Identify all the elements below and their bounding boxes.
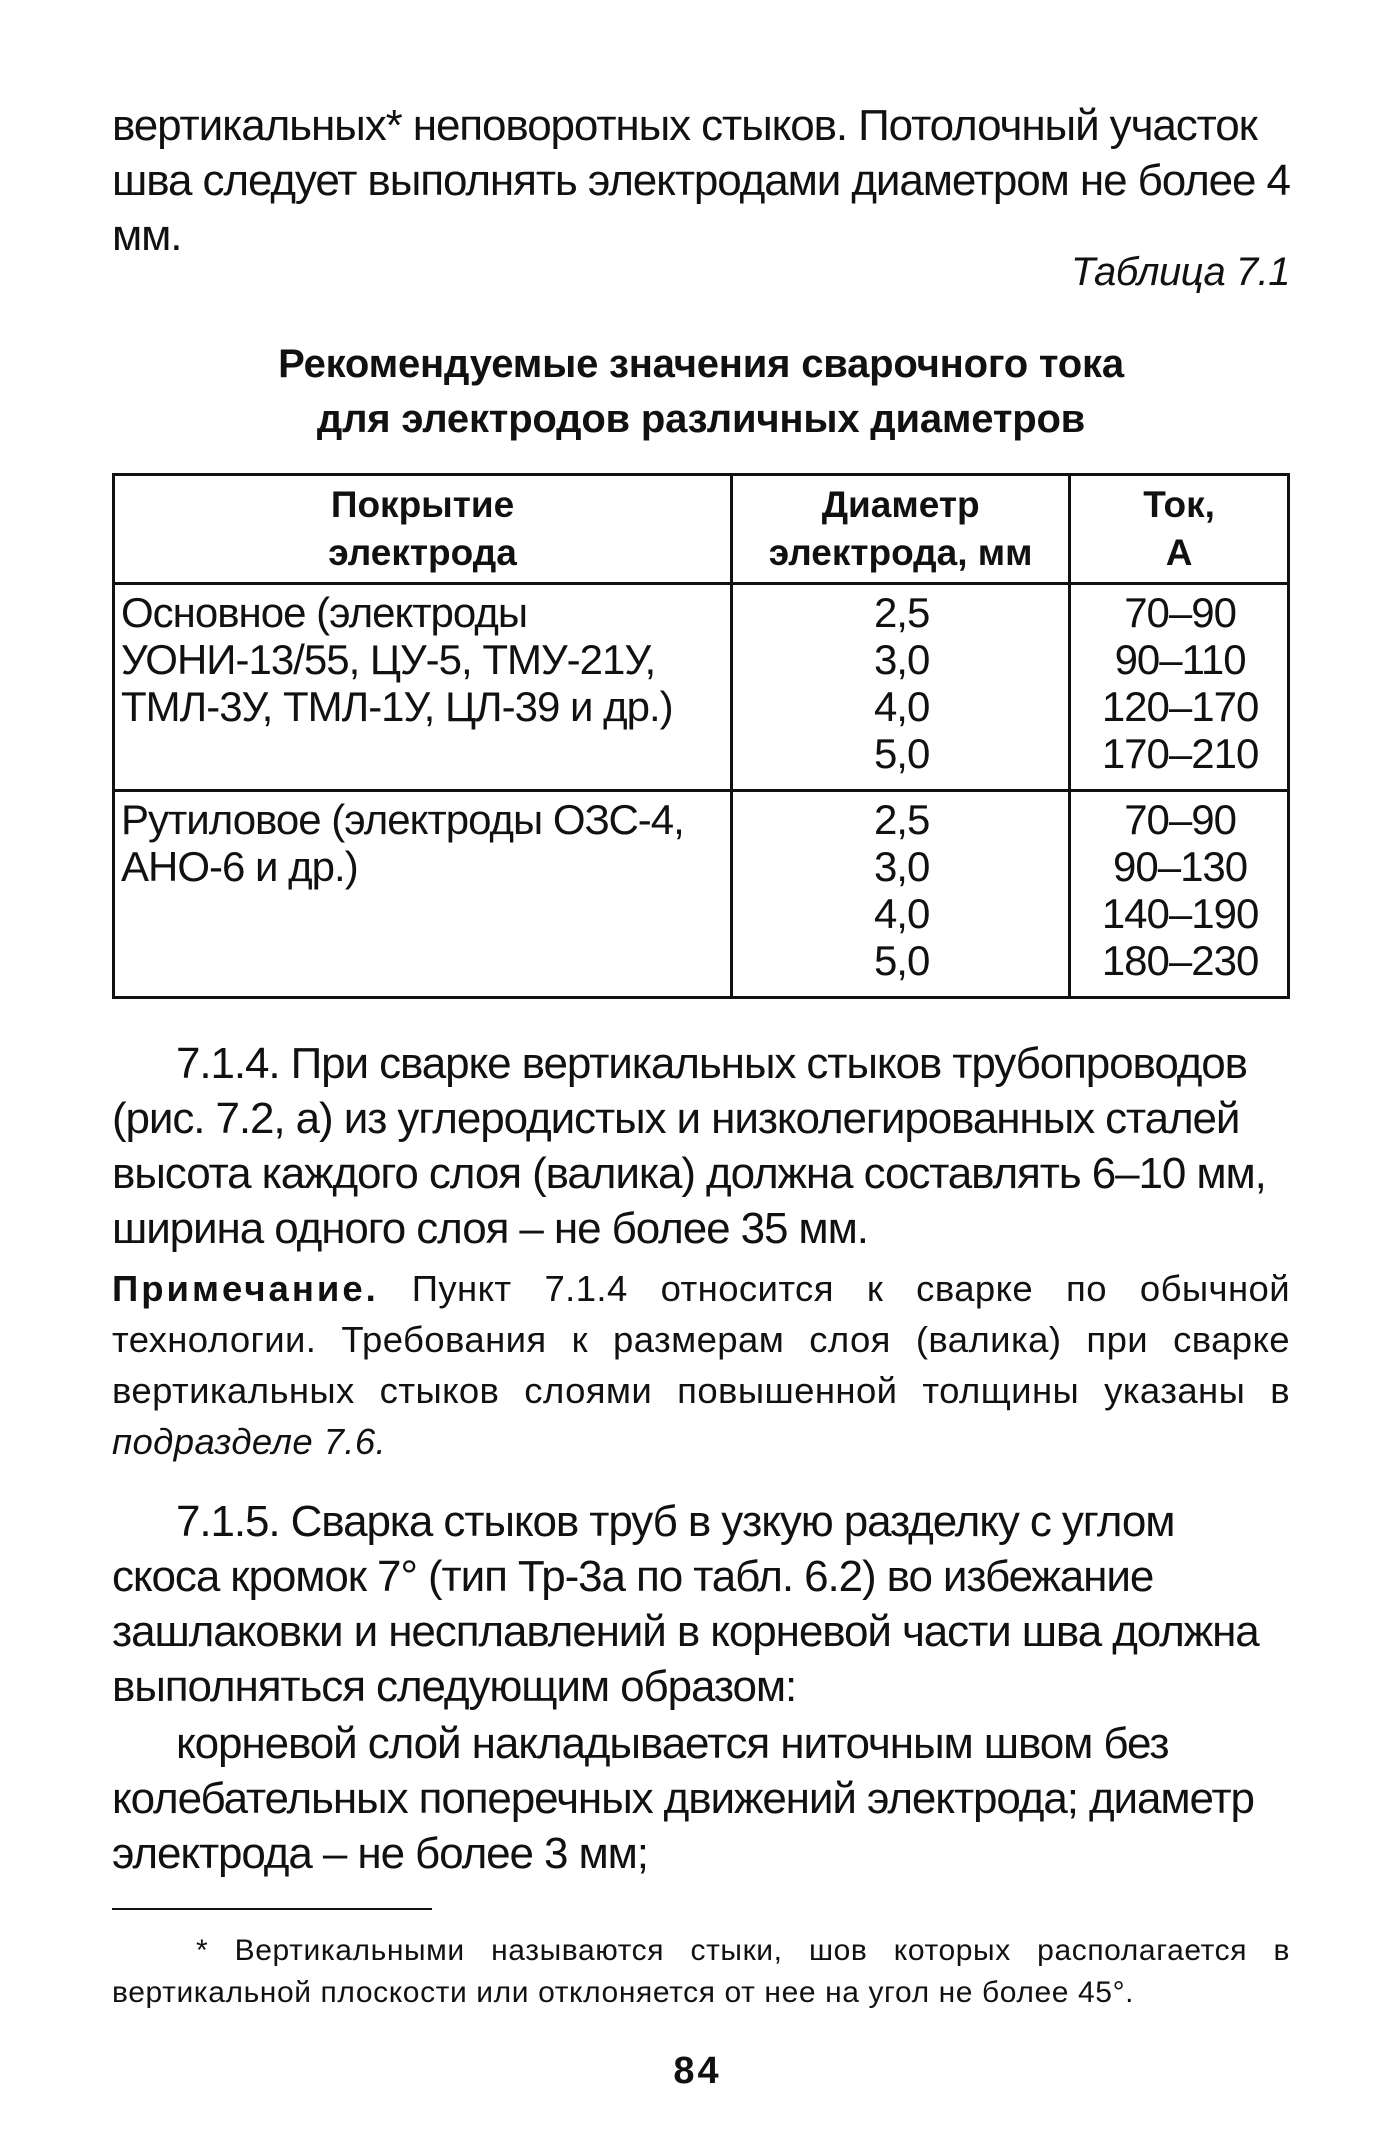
footnote: * Вертикальными называются стыки, шов которых располагается в вертикальной плоскости или отклоняется от нее на угол не более 45°.	[112, 1934, 1290, 2009]
paragraph-7-1-4: 7.1.4. При сварке вертикальных стыков трубопроводов (рис. 7.2, а) из углеродистых и низколегированных сталей высота каждого слоя (валика) должна составлять 6–10 мм, ширина одного слоя – не более 35 мм.	[112, 1039, 1266, 1253]
table-row	[114, 584, 1289, 791]
intro-paragraph: вертикальных* неповоротных стыков. Потолочный участок шва следует выполнять электродами диаметром не более 4 мм.	[112, 101, 1290, 260]
diameter-cell	[732, 584, 1070, 791]
diameter-value: 5,0	[873, 730, 930, 777]
coating-text: УОНИ-13/55, ЦУ-5, ТМУ-21У,	[121, 636, 656, 683]
current-cell	[1070, 584, 1289, 791]
header-diameter-line-1: Диаметр	[821, 484, 980, 525]
table-title	[112, 337, 1290, 447]
header-current	[1070, 475, 1289, 584]
note-paragraph	[112, 1263, 1290, 1467]
table-number: Таблица 7.1	[1070, 250, 1290, 294]
footnote-divider	[112, 1908, 432, 1910]
header-current-line-1: Ток,	[1143, 484, 1215, 525]
diameter-value: 4,0	[873, 890, 930, 937]
note-reference: подразделе 7.6.	[112, 1421, 387, 1462]
diameter-cell	[732, 791, 1070, 998]
diameter-value: 3,0	[873, 843, 930, 890]
diameter-value: 2,5	[873, 589, 930, 636]
page-number: 84	[673, 2050, 722, 2092]
diameter-value: 3,0	[873, 636, 930, 683]
table-header-row	[114, 475, 1289, 584]
note-label: Примечание.	[112, 1268, 379, 1309]
note-text: Пункт 7.1.4 относится к сварке по обычной технологии. Требования к размерам слоя (валика) при сварке вертикальных стыков слоями повышенной толщины указаны в	[112, 1268, 1290, 1411]
coating-cell	[114, 791, 732, 998]
header-current-line-2: А	[1165, 532, 1193, 573]
table-title-line-2: для электродов различных диаметров	[316, 397, 1086, 441]
current-value: 170–210	[1101, 730, 1259, 777]
header-coating-line-2: электрода	[328, 532, 517, 573]
table-title-line-1: Рекомендуемые значения сварочного тока	[278, 342, 1124, 386]
header-coating	[114, 475, 732, 584]
diameter-value: 5,0	[873, 937, 930, 984]
current-value: 180–230	[1101, 937, 1259, 984]
current-cell	[1070, 791, 1289, 998]
coating-text: Основное (электроды	[121, 589, 528, 636]
paragraph-7-1-5: 7.1.5. Сварка стыков труб в узкую разделку с углом скоса кромок 7° (тип Тр-3а по табл. 6.2) во избежание зашлаковки и несплавлений в корневой части шва должна выполняться следующим образом:	[112, 1497, 1259, 1711]
current-value: 140–190	[1101, 890, 1259, 937]
diameter-value: 4,0	[873, 683, 930, 730]
current-value: 90–110	[1114, 636, 1246, 683]
welding-current-table	[112, 473, 1290, 999]
coating-cell	[114, 584, 732, 791]
current-value: 120–170	[1101, 683, 1259, 730]
table-row	[114, 791, 1289, 998]
diameter-value: 2,5	[873, 796, 930, 843]
coating-text: Рутиловое (электроды ОЗС-4,	[121, 796, 684, 843]
header-diameter	[732, 475, 1070, 584]
header-coating-line-1: Покрытие	[330, 484, 515, 525]
current-value: 70–90	[1124, 796, 1236, 843]
current-value: 70–90	[1124, 589, 1236, 636]
current-value: 90–130	[1113, 843, 1248, 890]
coating-text: ТМЛ-3У, ТМЛ-1У, ЦЛ-39 и др.)	[121, 683, 673, 730]
coating-text: АНО-6 и др.)	[121, 843, 358, 890]
paragraph-root-layer: корневой слой накладывается ниточным швом без колебательных поперечных движений электрода; диаметр электрода – не более 3 мм;	[112, 1719, 1254, 1878]
header-diameter-line-2: электрода, мм	[768, 532, 1033, 573]
